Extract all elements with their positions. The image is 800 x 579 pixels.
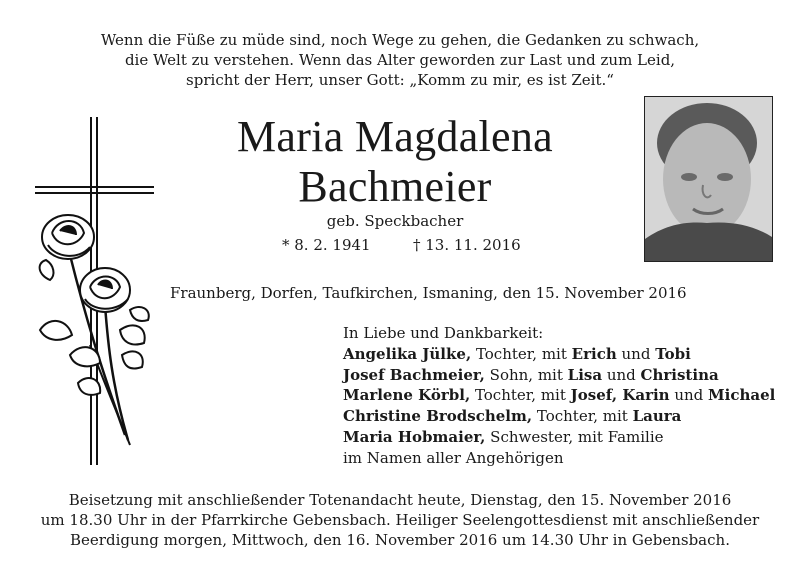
deceased-last-name: Bachmeier — [298, 162, 492, 211]
birth-date: * 8. 2. 1941 — [282, 236, 371, 254]
funeral-line: Beisetzung mit anschließender Totenandacht heute, Dienstag, den 15. November 2016 — [68, 491, 732, 509]
deceased-name — [160, 112, 630, 212]
poem — [40, 30, 760, 90]
funeral-notice — [20, 490, 780, 550]
funeral-line: Beerdigung morgen, Mittwoch, den 16. November 2016 um 14.30 Uhr in Gebensbach. — [70, 531, 730, 549]
poem-line: die Welt zu verstehen. Wenn das Alter geworden zur Last und zum Leid, — [124, 51, 676, 69]
mourner-line: Angelika Jülke, Tochter, mit Erich und Tobi — [343, 344, 691, 363]
portrait-photo — [644, 96, 773, 262]
mourner-line: Marlene Körbl, Tochter, mit Josef, Karin und Michael — [343, 386, 776, 405]
mourners-list — [343, 323, 775, 469]
funeral-line: um 18.30 Uhr in der Pfarrkirche Gebensbach. Heiliger Seelengottesdienst mit anschließender — [40, 511, 760, 529]
mourner-line: Josef Bachmeier, Sohn, mit Lisa und Christina — [343, 365, 719, 384]
mourner-line: Maria Hobmaier, Schwester, mit Familie — [343, 427, 664, 446]
deceased-first-names: Maria Magdalena — [236, 112, 554, 161]
death-date: † 13. 11. 2016 — [413, 236, 521, 254]
mourner-line: Christine Brodschelm, Tochter, mit Laura — [343, 407, 682, 426]
place-and-date: Fraunberg, Dorfen, Taufkirchen, Ismaning, den 15. November 2016 — [170, 284, 687, 302]
portrait-image — [645, 97, 772, 261]
poem-line: spricht der Herr, unser Gott: „Komm zu mir, es ist Zeit.“ — [186, 71, 614, 89]
mourners-closing: im Namen aller Angehörigen — [343, 448, 564, 467]
mourners-intro: In Liebe und Dankbarkeit: — [343, 324, 544, 342]
maiden-name: geb. Speckbacher — [326, 212, 464, 230]
poem-line: Wenn die Füße zu müde sind, noch Wege zu gehen, die Gedanken zu schwach, — [100, 31, 700, 49]
